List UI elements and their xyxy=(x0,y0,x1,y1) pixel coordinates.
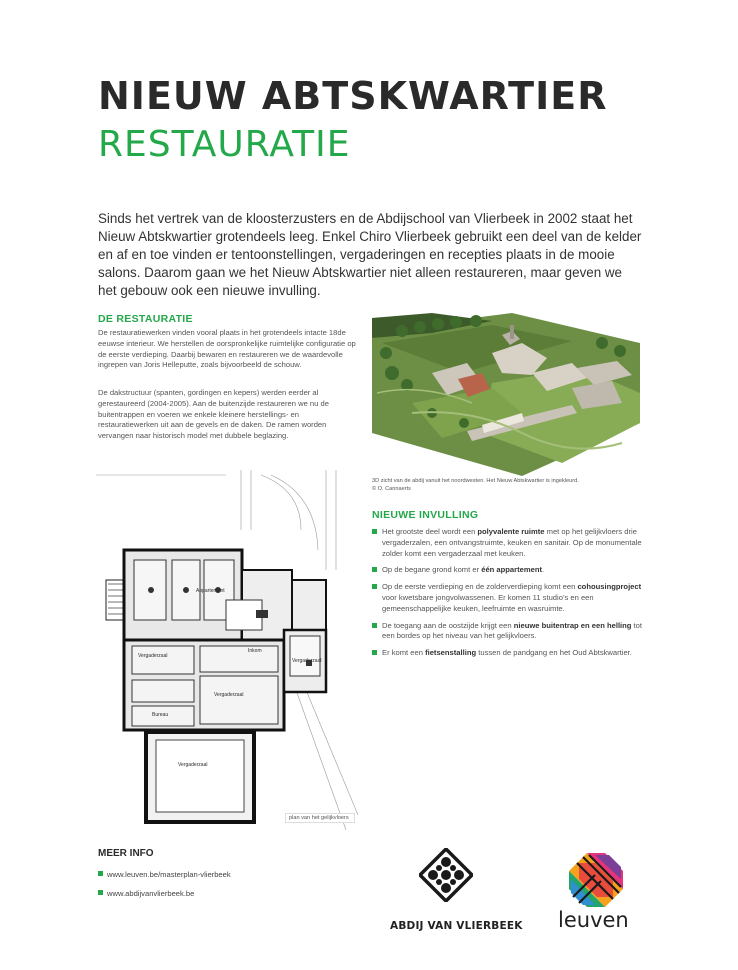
aerial-caption xyxy=(372,477,640,493)
restauratie-heading: DE RESTAURATIE xyxy=(98,313,193,325)
plan-label-vergaderzaal-3: Vergaderzaal xyxy=(292,658,322,664)
abdij-logo-text: ABDIJ VAN VLIERBEEK xyxy=(390,920,523,932)
list-item: Er komt een fietsenstalling tussen de pandgang en het Oud Abtskwartier. xyxy=(372,648,642,659)
aerial-caption-credit: © O. Cannaerts xyxy=(372,486,411,492)
bullet-square-icon xyxy=(372,650,377,655)
intro-paragraph: Sinds het vertrek van de kloosterzusters en de Abdijschool van Vlierbeek in 2002 staat het Nieuw Abtskwartier grotendeels leeg. Enkel Chiro Vlierbeek gebruikt een deel van de kelder en af en toe vinden er tentoonstellingen, vergaderingen en recepties plaats in de mooie salons. Daarom gaan we het Nieuw Abtskwartier niet alleen restaureren, maar geven we het gebouw ook een nieuwe invulling. xyxy=(98,211,642,298)
bullet-square-icon xyxy=(372,529,377,534)
leuven-logo-text: leuven xyxy=(558,908,629,932)
invulling-list xyxy=(372,527,642,665)
aerial-caption-text: 3D zicht van de abdij vanuit het noordwesten. Het Nieuw Abtskwartier is ingekleurd. xyxy=(372,478,579,484)
plan-label-vergaderzaal-1: Vergaderzaal xyxy=(138,653,168,659)
floor-plan-drawing xyxy=(96,470,358,832)
bullet-square-icon xyxy=(98,871,103,876)
invulling-heading: NIEUWE INVULLING xyxy=(372,509,479,521)
list-item: Op de eerste verdieping en de zolderverdieping komt een cohousingproject voor kwetsbare jongvolwassenen. Er komen 11 studio’s en een gemeenschappelijke keuken, leefruimte en wasruimte. xyxy=(372,582,642,614)
plan-label-inkom: Inkom xyxy=(248,648,262,654)
restauratie-paragraph-1: De restauratiewerken vinden vooral plaats in het grotendeels intacte 18de eeuwse interieur. We herstellen de oorspronkelijke ruimtelijke configuratie op de eerste verdieping. Daarbij bewaren en restaureren we de waardevolle ingrepen van Joris Helleputte, zoals bijvoorbeeld de schouw. xyxy=(98,328,356,370)
plan-label-vergaderzaal-2: Vergaderzaal xyxy=(214,692,244,698)
abdij-logo-icon xyxy=(419,848,473,902)
bullet-square-icon xyxy=(372,567,377,572)
page-title: NIEUW ABTSKWARTIER xyxy=(98,74,608,118)
leuven-logo-icon xyxy=(565,849,627,909)
bullet-square-icon xyxy=(372,584,377,589)
list-item: Het grootste deel wordt een polyvalente ruimte met op het gelijkvloers drie vergaderzalen, een ontvangstruimte, keuken en sanitair. Op de monumentale zolder komt een vergaderzaal met keuken. xyxy=(372,527,642,559)
link-abdij-website[interactable]: www.abdijvanvlierbeek.be xyxy=(98,889,194,898)
bullet-square-icon xyxy=(372,623,377,628)
aerial-view-image xyxy=(372,313,640,476)
link-masterplan[interactable]: www.leuven.be/masterplan-vlierbeek xyxy=(98,870,231,879)
meer-info-heading: MEER INFO xyxy=(98,848,154,859)
plan-label-appartement: Appartement xyxy=(196,588,225,594)
page-subtitle: RESTAURATIE xyxy=(98,124,351,165)
plan-label-vergaderzaal-4: Vergaderzaal xyxy=(178,762,208,768)
restauratie-paragraph-2: De dakstructuur (spanten, gordingen en kepers) werden eerder al gerestaureerd (2004-2005). Aan de buitenzijde restaureren we nu de buitentrappen en voeren we enkele kleinere herstellings- en restauratiewerken uit aan de gevels en de daken. De ramen worden vervangen naar historisch model met dubbele beglazing. xyxy=(98,388,329,441)
plan-caption: plan van het gelijkvloers xyxy=(285,813,355,823)
bullet-square-icon xyxy=(98,890,103,895)
list-item: De toegang aan de oostzijde krijgt een nieuwe buitentrap en een helling tot een bordes op het niveau van het gelijkvloers. xyxy=(372,621,642,643)
list-item: Op de begane grond komt er één appartement. xyxy=(372,565,642,576)
plan-label-bureau: Bureau xyxy=(152,712,169,718)
